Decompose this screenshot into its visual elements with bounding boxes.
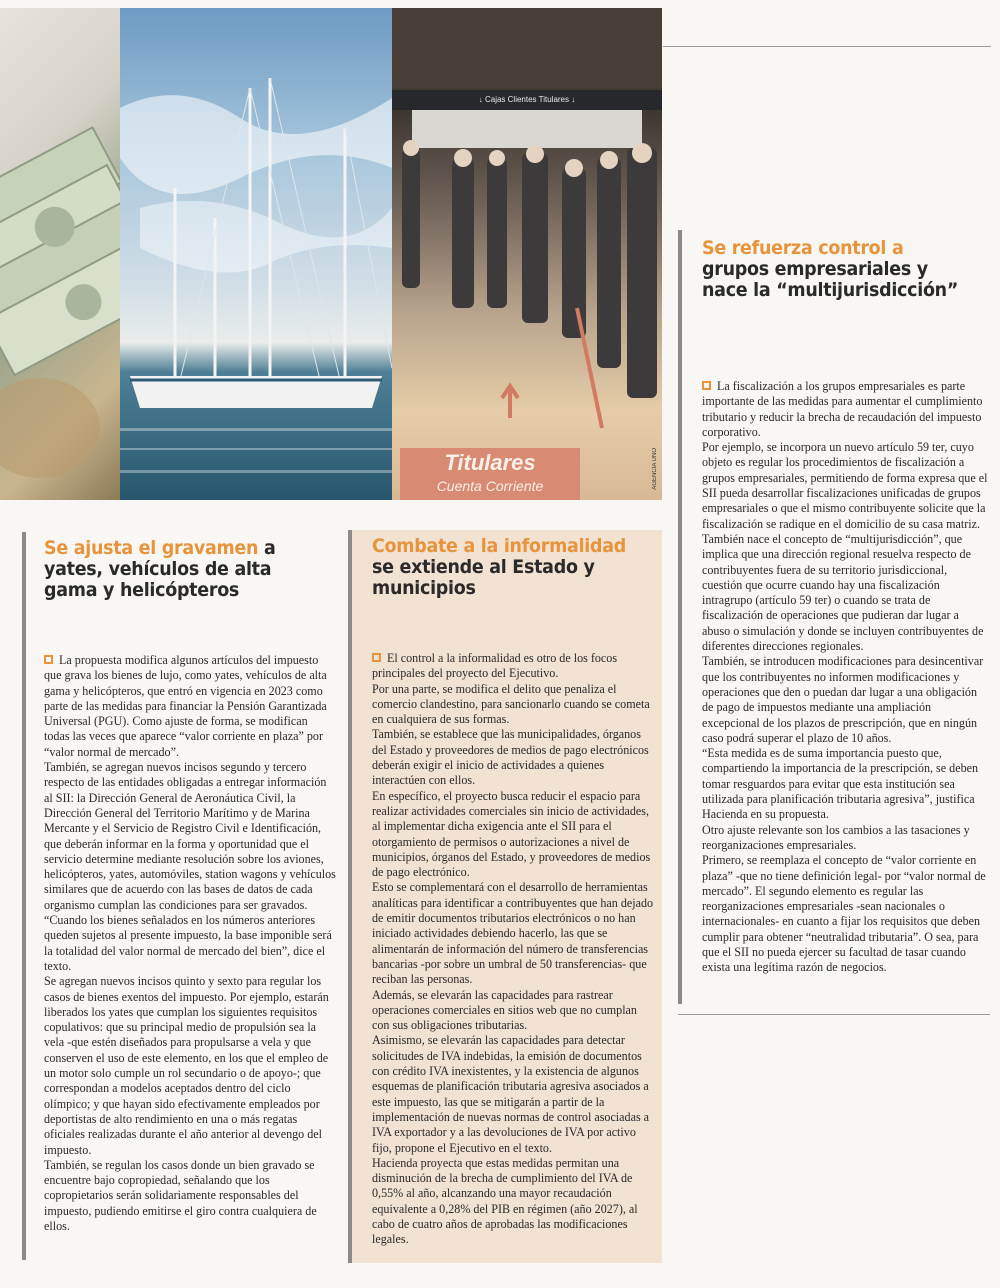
paragraph: Esto se complementará con el desarrollo de herramientas analíticas para identificar a contribuyentes que han dejado de emitir documentos tributarios electrónicos o no han iniciado actividades debiendo hacerlo, las que se alimentarán de información del número de transferencias bancarias -por sobre un umbral de 50 transferencias- que reciban las personas. [372,880,654,987]
paragraph: También, se agregan nuevos incisos segundo y tercero respecto de las entidades obligadas a entregar información al SII: la Dirección General de Aeronáutica Civil, la Dirección General del Territorio Marítimo y de Marina Mercante y el Servicio de Registro Civil e Identificación, que deberán informar en la forma y oportunidad que el servicio determine mediante resolución sobre los aviones, helicópteros, yates, automóviles, station wagons y vehículos similares que de acuerdo con las bases de datos de cada organismo cumplan las condiciones para ser gravados. [44,760,336,912]
divider-top [663,46,991,47]
paragraph: Además, se elevarán las capacidades para rastrear operaciones comerciales en sitios web que no cumplan con sus obligaciones tributarias. [372,987,637,1033]
down-arrow-icon: ↓ [571,95,576,104]
paragraph: También, se establece que las municipalidades, órganos del Estado y proveedores de medios de pago electrónicos deberán exigir el inicio de actividades a quienes interactúen con ellos. [372,727,649,788]
divider-bottom [678,1014,990,1015]
article-yates [22,532,336,1260]
bank-sign-text: Cajas Clientes Titulares [484,95,570,104]
paragraph: También, se introducen modificaciones para desincentivar que los contribuyentes no informen modificaciones y operaciones que den o puedan dar lugar a una obligación de pago de impuestos mediante una ampliación excepcional de los plazos de prescripción, que en ningún caso podrá superar el plazo de 10 años. [702,654,984,745]
money-illustration [0,8,120,500]
paragraph: Otro ajuste relevante son los cambios a las tasaciones y reorganizaciones empresariales. [702,822,970,852]
floor-marking-subtitle: Cuenta Corriente [436,478,544,494]
floor-marking-title: Titulares [444,450,536,475]
bank-sign [392,90,662,110]
paragraph: Asimismo, se elevarán las capacidades para detectar solicitudes de IVA indebidas, la emisión de documentos con crédito IVA inexistentes, y la existencia de algunos esquemas de planificación tributaria agresiva asociados a este impuesto, las que se mitigarán a partir de la implementación de nuevas normas de control asociadas a IVA exportador y a las devoluciones de IVA por activo fijo, propone el Ejecutivo en el texto. [372,1033,650,1155]
photo-money [0,8,120,500]
sailboats-illustration [120,8,392,500]
paragraph: “Cuando los bienes señalados en los números anteriores queden sujetos al presente impuesto, la base imponible será la totalidad del valor normal de mercado del bien”, dice el texto. [44,913,332,973]
paragraph: En específico, el proyecto busca reducir el espacio para realizar actividades comerciales sin inicio de actividades, al implementar dicha exigencia ante el SII para el otorgamiento de permisos o autorizaciones a nivel de municipios, órganos del Estado, y proveedores de medios de pago electrónico. [372,788,651,880]
article-informalidad [348,530,662,1263]
paragraph: El control a la informalidad es otro de los focos principales del proyecto del Ejecutivo. [372,651,618,681]
paragraph: La propuesta modifica algunos artículos del impuesto que grava los bienes de lujo, como yates, vehículos de alta gama y helicópteros, que entró en vigencia en 2023 como parte de las medidas para financiar la Pensión Garantizada Universal (PGU). Como ajuste de forma, se modifican todas las veces que aparece “valor corriente en plaza” por “valor normal de mercado”. [44,653,327,759]
article-title: Se ajusta el gravamen a yates, vehículos de alta gama y helicópteros [44,537,276,601]
paragraph: Hacienda proyecta que estas medidas permitan una disminución de la brecha de cumplimiento del IVA de 0,55% al año, alcanzando una mayor recaudación equivalente a 0,28% del PIB en régimen (año 2027), al cabo de cuatro años de aprobadas las modificaciones legales. [372,1155,638,1247]
paragraph: “Esta medida es de suma importancia puesto que, compartiendo la importancia de la prescripción, se deben tomar resguardos para evitar que esta institución sea utilizada para planificación tributaria agresiva”, justifica Hacienda en su propuesta. [702,746,979,822]
bullet-icon [372,653,381,662]
article-grupos-empresariales [678,230,990,1004]
paragraph: Primero, se reemplaza el concepto de “valor corriente en plaza” -que no tiene definición legal- por “valor normal de mercado”. El segundo elemento es regular las reorganizaciones empresariales -sean nacionales o internacionales- en cuanto a fijar los requisitos que deben cumplir para obtener “neutralidad tributaria”. O sea, para que el SII no pueda ejercer su facultad de tasar cuando exista una legítima razón de negocios. [702,853,986,975]
photo-sailboats [120,8,392,500]
paragraph: También nace el concepto de “multijurisdicción”, que implica que una dirección regional resuelva respecto de contribuyentes fuera de su territorio jurisdiccional, cuestión que ocurre cuando hay una fiscalización intragrupo (artículo 59 ter) o cuando se trata de fiscalización de operaciones que pudieran dar lugar a abuso o simulación y donde se incluyen contribuyentes de diferentes direcciones regionales. [702,531,984,654]
paragraph: Por una parte, se modifica el delito que penaliza el comercio clandestino, para sancionarlo cuando se cometa en cualquiera de sus formas. [372,681,650,727]
paragraph: La fiscalización a los grupos empresariales es parte importante de las medidas para aumentar el cumplimiento tributario y reducir la brecha de recaudación del impuesto corporativo. [702,379,983,439]
bullet-icon [44,655,53,664]
paragraph: También, se regulan los casos donde un bien gravado se encuentre bajo copropiedad, señalando que los copropietarios serán solidariamente responsables del impuesto, pudiendo emitirse el giro contra cualquiera de ellos. [44,1157,317,1233]
photo-credit: AGENCIA UNO [652,448,658,490]
bullet-icon [702,381,711,390]
down-arrow-icon: ↓ [478,95,483,104]
paragraph: Por ejemplo, se incorpora un nuevo artículo 59 ter, cuyo objeto es regular los procedimientos de fiscalización a grupos empresariales, permitiendo de forma expresa que el SII pueda desarrollar fiscalizaciones unificadas de grupos empresariales o que el mismo contribuyente solicite que la fiscalización se radique en el domicilio de su casa matriz. [702,440,988,531]
photo-bank-queue [392,8,662,500]
bank-queue-illustration [392,8,662,500]
article-title: Combate a la informalidad se extiende al Estado y municipios [372,535,627,599]
floor-marking [400,448,580,500]
paragraph: Se agregan nuevos incisos quinto y sexto para regular los casos de bienes exentos del impuesto. Por ejemplo, estarán liberados los yates que cumplan los siguientes requisitos copulativos: que su principal medio de propulsión sea la vela -que estén diseñados para propulsarse a vela y que conserven el uso de este elemento, en los que el empleo de un motor solo cumple un rol secundario o de apoyo-; que correspondan a modelos aceptados dentro del ciclo olímpico; y que hayan sido efectivamente empleados por deportistas de alto rendimiento en una o más regatas oficiales realizadas durante el año anterior al devengo del impuesto. [44,974,329,1157]
article-title: Se refuerza control a grupos empresariales y nace la “multijurisdicción” [702,237,959,301]
